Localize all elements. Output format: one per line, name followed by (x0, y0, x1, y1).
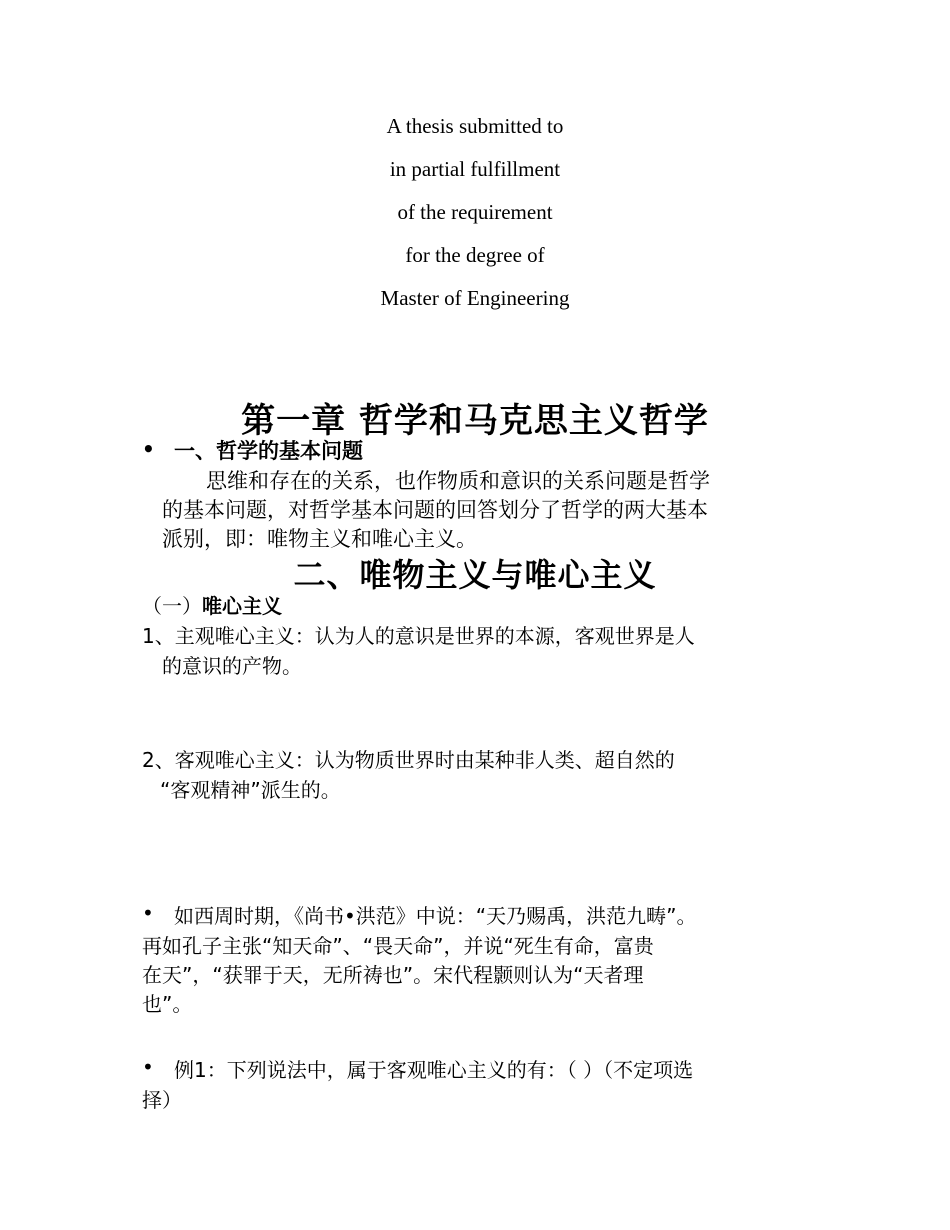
cover-line-2: in partial fulfillment (389, 157, 561, 181)
example-line-4: 也”。 (142, 992, 193, 1016)
item-2-line-1: 2、客观唯心主义：认为物质世界时由某种非人类、超自然的 (142, 748, 675, 772)
subsection-heading-prefix: （一） (142, 594, 202, 618)
section-2-title: 二、唯物主义与唯心主义 (293, 556, 657, 594)
cover-line-1: A thesis submitted to (386, 114, 564, 138)
subsection-heading (142, 590, 282, 619)
section-1-bullet: • (142, 437, 155, 461)
item-2-line-2: “客观精神”派生的。 (160, 778, 341, 802)
question-line-2: 择） (142, 1088, 182, 1112)
example-bullet: • (142, 901, 154, 925)
section-1-para-line-3: 派别，即：唯物主义和唯心主义。 (162, 527, 477, 551)
example-line-3: 在天”，“获罪于天，无所祷也”。宋代程颢则认为“天者理 (142, 963, 644, 987)
example-line-1: 如西周时期，《尚书•洪范》中说：“天乃赐禹，洪范九畴”。 (174, 904, 697, 928)
cover-line-3: of the requirement (397, 200, 553, 224)
cover-line-5: Master of Engineering (380, 286, 570, 310)
section-1-heading: 一、哲学的基本问题 (174, 439, 363, 463)
example-line-2: 再如孔子主张“知天命”、“畏天命”，并说“死生有命，富贵 (142, 934, 654, 958)
subsection-heading-text: 唯心主义 (202, 594, 282, 618)
chapter-title: 第一章 哲学和马克思主义哲学 (241, 401, 709, 441)
cover-line-4: for the degree of (405, 243, 545, 267)
question-bullet: • (142, 1055, 154, 1079)
item-1-line-2: 的意识的产物。 (162, 654, 302, 678)
section-1-para-line-1: 思维和存在的关系，也作物质和意识的关系问题是哲学 (206, 469, 710, 493)
section-1-para-line-2: 的基本问题，对哲学基本问题的回答划分了哲学的两大基本 (162, 498, 708, 522)
item-1-line-1: 1、主观唯心主义：认为人的意识是世界的本源，客观世界是人 (142, 624, 695, 648)
question-line-1: 例1：下列说法中，属于客观唯心主义的有：（ ）（不定项选 (174, 1058, 694, 1082)
